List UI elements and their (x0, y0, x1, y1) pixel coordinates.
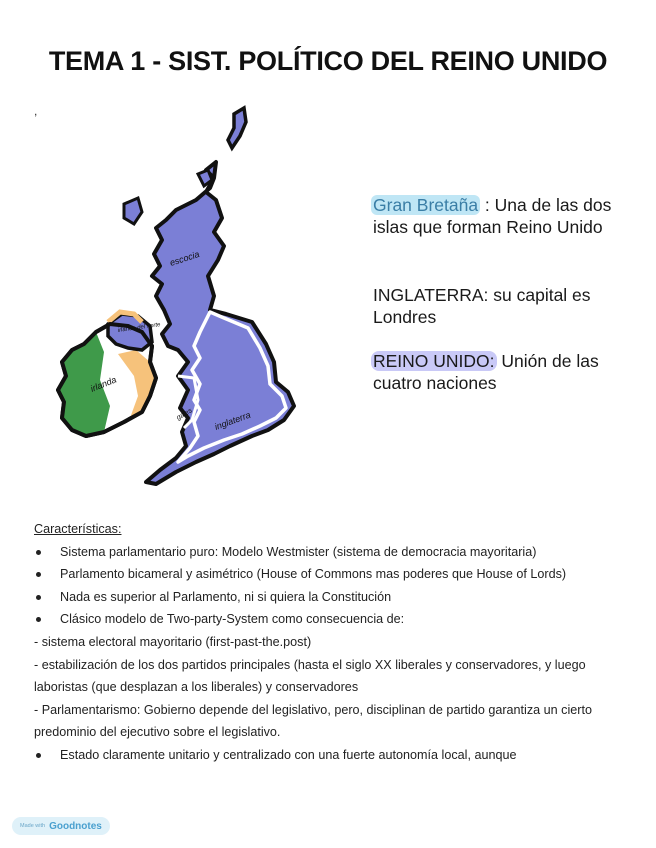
note-reino-unido-highlight: REINO UNIDO: (373, 351, 495, 371)
list-item: Sistema parlamentario puro: Modelo Westmister (sistema de democracia mayoritaria) (34, 541, 634, 564)
list-item: Estado claramente unitario y centralizado con una fuerte autonomía local, aunque (34, 744, 634, 767)
page-title: TEMA 1 - SIST. POLÍTICO DEL REINO UNIDO (48, 46, 608, 76)
note-gran-bretana-text: : Una de las dos islas que forman Reino Unido (373, 195, 612, 237)
list-item: Nada es superior al Parlamento, ni si quiera la Constitución (34, 586, 634, 609)
map-label-gales: gales (175, 407, 194, 422)
map-label-irlanda: irlanda (89, 374, 118, 394)
note-inglaterra: INGLATERRA: su capital es Londres (373, 285, 591, 327)
stray-mark: , (34, 104, 38, 118)
map-label-escocia: escocia (168, 248, 201, 268)
note-reino-unido-text: Unión de las cuatro naciones (373, 351, 599, 393)
note-gran-bretana (373, 194, 623, 238)
list-item: - Parlamentarismo: Gobierno depende del legislativo, pero, disciplinan de partido garantiza un cierto predominio del ejecutivo sobre el legislativo. (34, 702, 592, 740)
great-britain-shape (146, 162, 294, 484)
hebrides-islands (124, 198, 142, 224)
badge-made-with: Made with (20, 823, 46, 829)
map-label-inglaterra: inglaterra (213, 409, 252, 432)
map-label-irlanda-norte: irlanda del norte (117, 322, 161, 334)
list-item: - sistema electoral mayoritario (first-past-the.post) (34, 634, 312, 649)
list-item: - estabilización de los dos partidos principales (hasta el siglo XX liberales y conservadores, y luego laboristas (que desplazan a los liberales) y conservadores (34, 657, 586, 695)
uk-map (38, 100, 338, 500)
badge-brand: Goodnotes (49, 820, 102, 832)
goodnotes-badge[interactable] (12, 817, 110, 835)
note-gran-bretana-highlight: Gran Bretaña (373, 195, 479, 215)
list-item: Parlamento bicameral y asimétrico (House of Commons mas poderes que House of Lords) (34, 563, 634, 586)
shetland-islands (228, 108, 246, 148)
characteristics-section (34, 518, 634, 767)
list-item: Clásico modelo de Two-party-System como consecuencia de: (34, 608, 634, 631)
note-reino-unido (373, 350, 613, 394)
section-heading: Características: (34, 522, 122, 536)
